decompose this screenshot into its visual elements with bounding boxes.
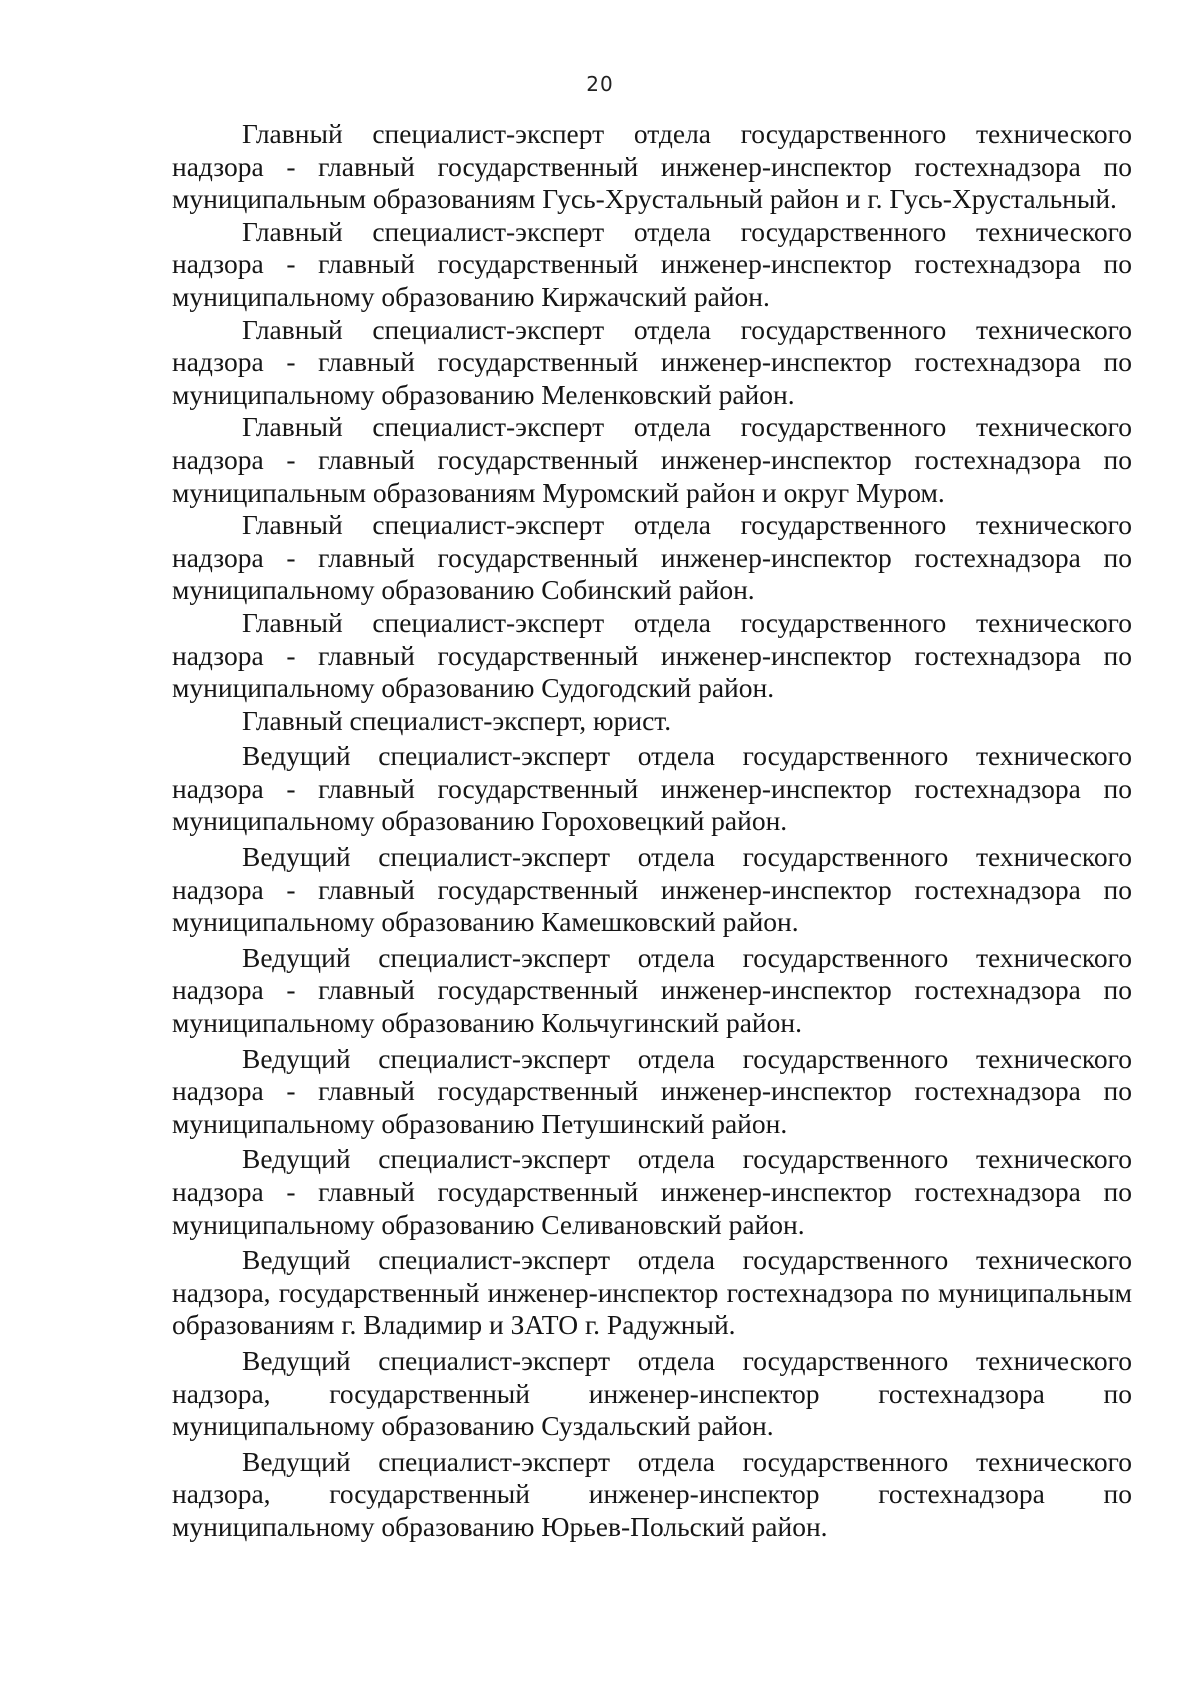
paragraph: Главный специалист-эксперт отдела государственного технического надзора - главный государственный инженер-инспектор гостехнадзора по муниципальным образованиям Гусь-Хрустальный район и г. Гусь-Хрустальный. (172, 118, 1132, 215)
paragraph: Ведущий специалист-эксперт отдела государственного технического надзора - главный государственный инженер-инспектор гостехнадзора по муниципальному образованию Петушинский район. (172, 1042, 1132, 1139)
paragraph: Ведущий специалист-эксперт отдела государственного технического надзора - главный государственный инженер-инспектор гостехнадзора по муниципальному образованию Кольчугинский район. (172, 941, 1132, 1039)
paragraph: Ведущий специалист-эксперт отдела государственного технического надзора - главный государственный инженер-инспектор гостехнадзора по муниципальному образованию Камешковский район. (172, 841, 1132, 938)
paragraph: Главный специалист-эксперт отдела государственного технического надзора - главный государственный инженер-инспектор гостехнадзора по муниципальному образованию Меленковский район. (172, 313, 1132, 410)
paragraph: Главный специалист-эксперт, юрист. (242, 704, 672, 736)
document-body (172, 118, 1132, 1544)
paragraph: Ведущий специалист-эксперт отдела государственного технического надзора, государственный инженер-инспектор гостехнадзора по муниципальному образованию Юрьев-Польский район. (172, 1445, 1132, 1542)
paragraph: Главный специалист-эксперт отдела государственного технического надзора - главный государственный инженер-инспектор гостехнадзора по муниципальному образованию Собинский район. (172, 509, 1132, 606)
page-number: 20 (586, 72, 614, 96)
paragraph: Главный специалист-эксперт отдела государственного технического надзора - главный государственный инженер-инспектор гостехнадзора по муниципальным образованиям Муромский район и округ Муром. (172, 411, 1132, 508)
paragraph: Главный специалист-эксперт отдела государственного технического надзора - главный государственный инженер-инспектор гостехнадзора по муниципальному образованию Судогодский район. (172, 606, 1132, 704)
paragraph: Ведущий специалист-эксперт отдела государственного технического надзора, государственный инженер-инспектор гостехнадзора по муниципальным образованиям г. Владимир и ЗАТО г. Радужный. (172, 1244, 1132, 1341)
paragraph: Ведущий специалист-эксперт отдела государственного технического надзора - главный государственный инженер-инспектор гостехнадзора по муниципальному образованию Гороховецкий район. (172, 740, 1132, 837)
paragraph: Главный специалист-эксперт отдела государственного технического надзора - главный государственный инженер-инспектор гостехнадзора по муниципальному образованию Киржачский район. (172, 215, 1132, 312)
paragraph: Ведущий специалист-эксперт отдела государственного технического надзора, государственный инженер-инспектор гостехнадзора по муниципальному образованию Суздальский район. (172, 1344, 1132, 1442)
paragraph: Ведущий специалист-эксперт отдела государственного технического надзора - главный государственный инженер-инспектор гостехнадзора по муниципальному образованию Селивановский район. (172, 1143, 1132, 1240)
